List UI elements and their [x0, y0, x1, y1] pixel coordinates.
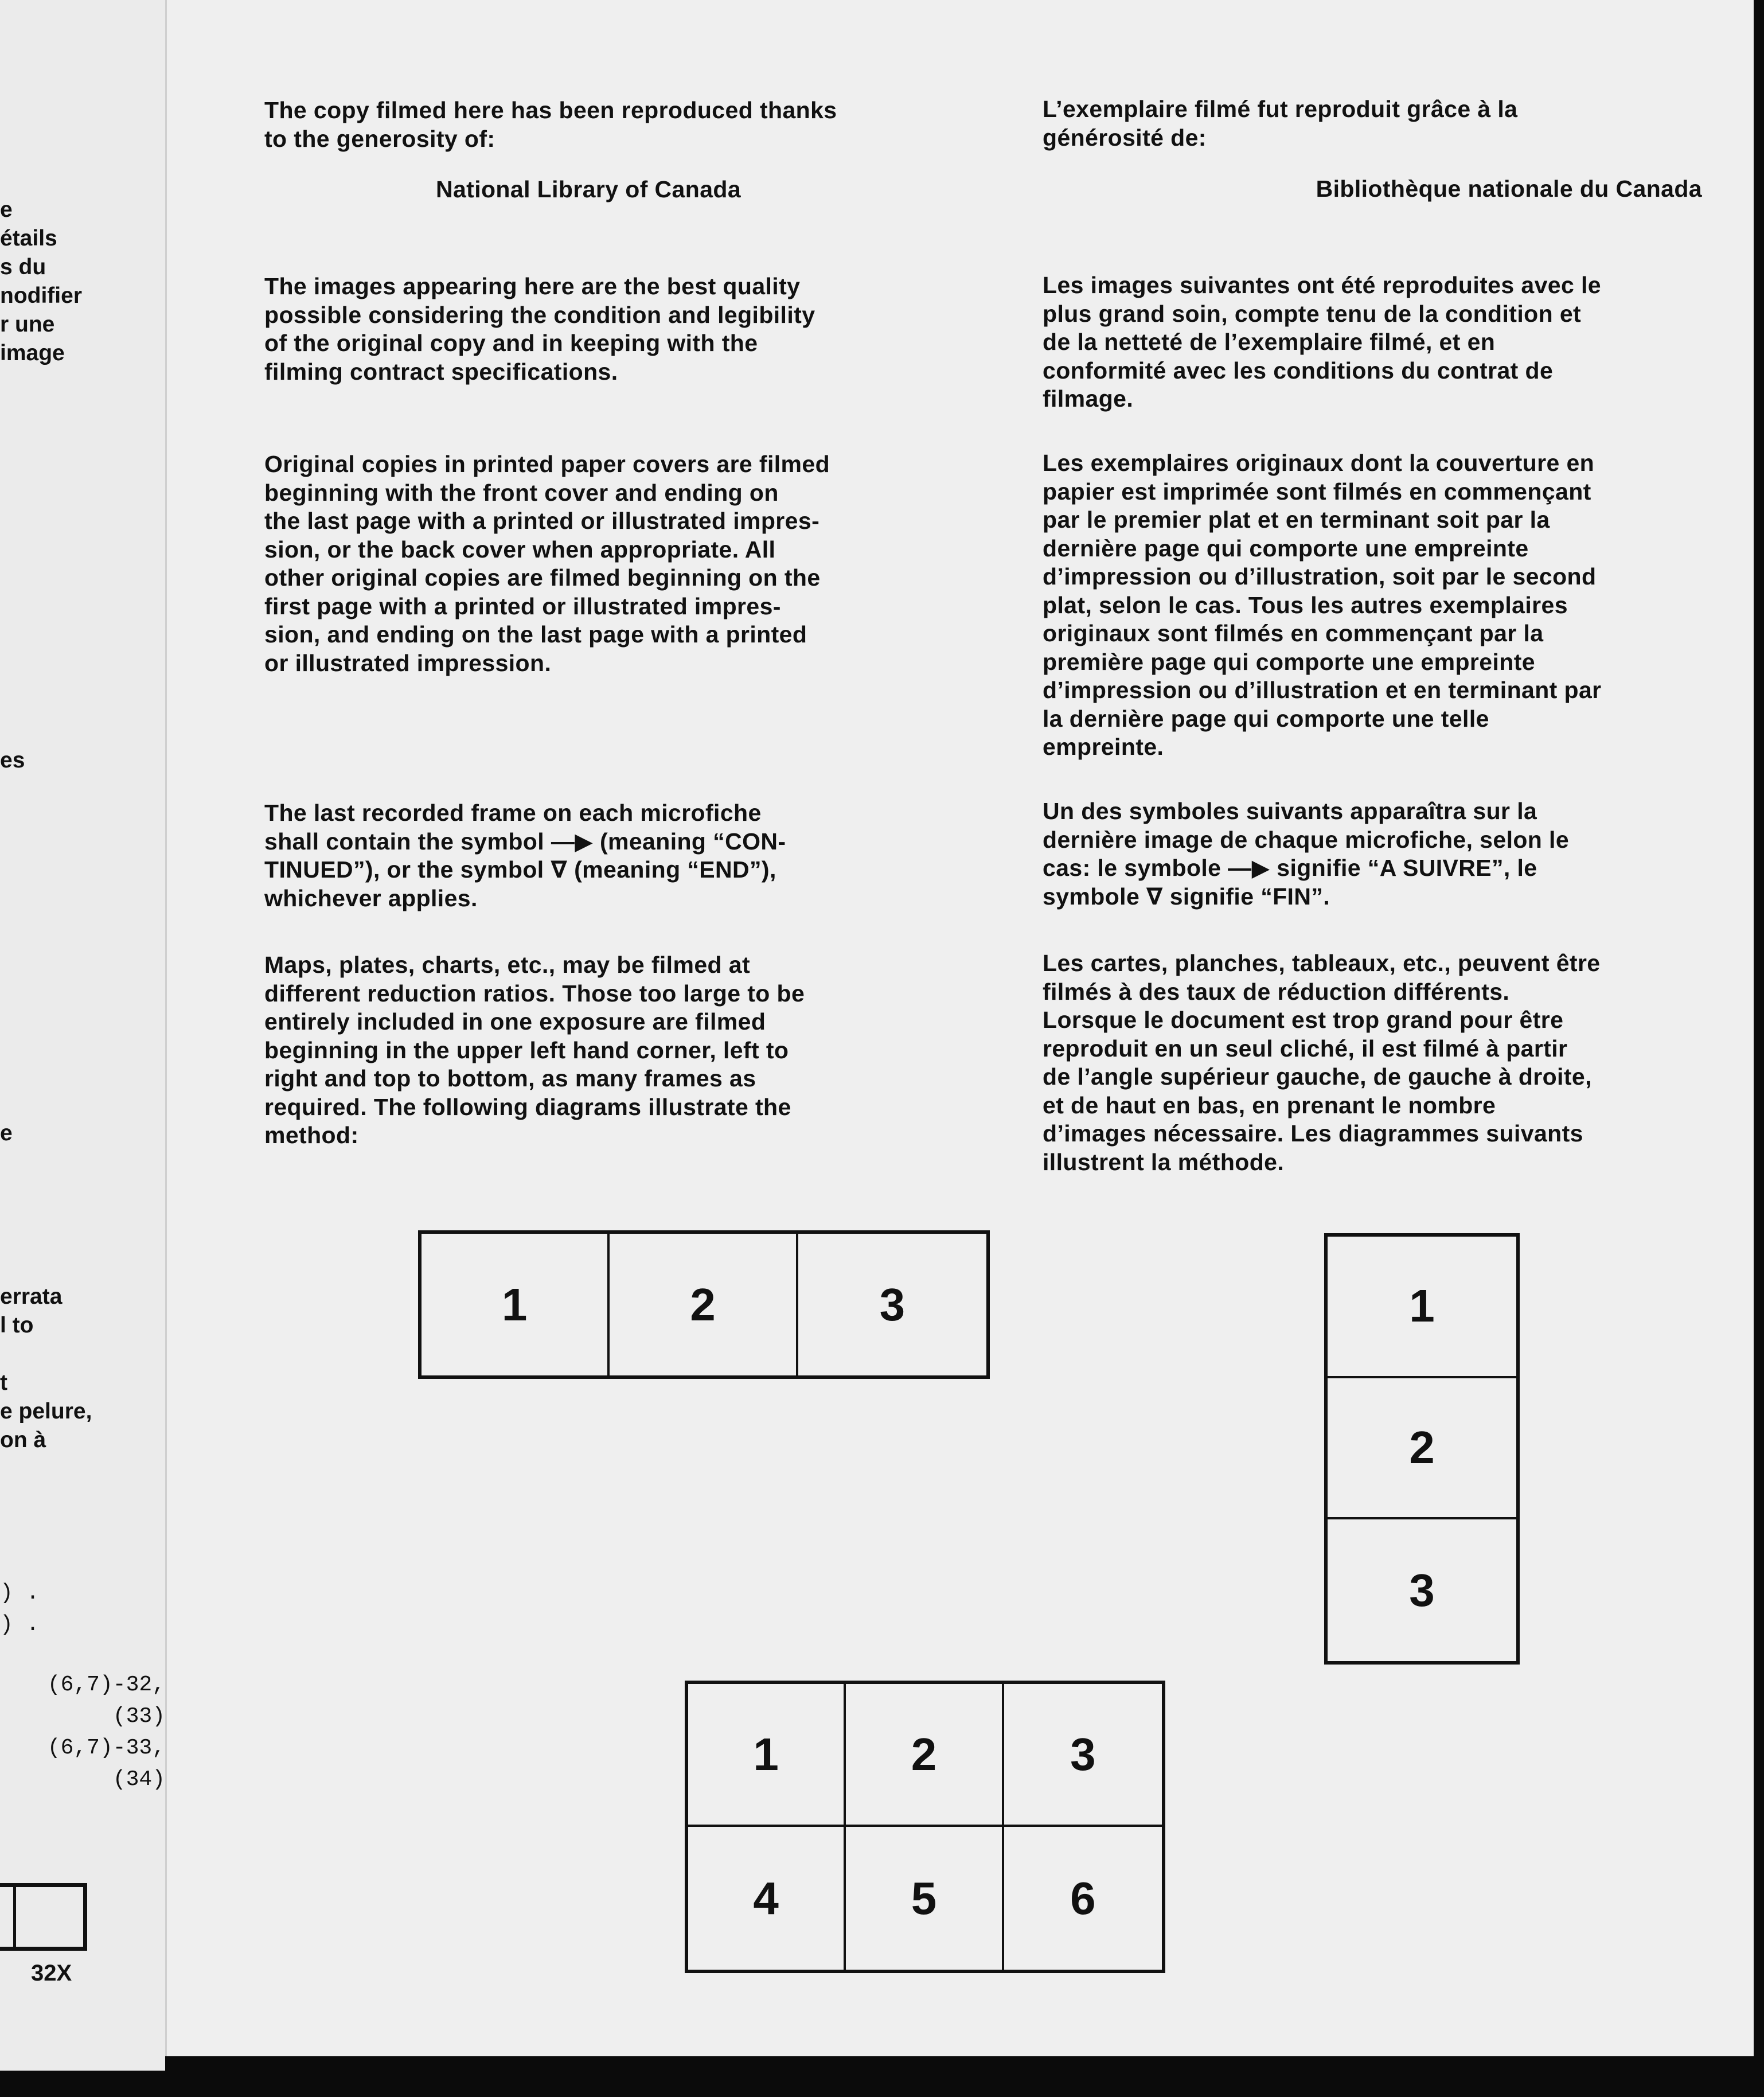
maps-fr: Les cartes, planches, tableaux, etc., peuvent être filmés à des taux de réduction différents. Lorsque le document est trop grand pour être reproduit en un seul cliché, il est filmé à partir de l’angle supérieur gauche, de gauche à droite, et de haut en bas, en prenant le nombre d’images nécessaire. Les diagrammes suivants illustrent la méthode. — [1043, 950, 1601, 1175]
frame-cell: 1 — [688, 1684, 846, 1827]
fragment-code: (33) — [112, 1704, 165, 1729]
reduction-label: 32X — [31, 1960, 72, 1986]
fragment-text: errata — [0, 1284, 63, 1309]
last-frame-en: The last recorded frame on each microfiche shall contain the symbol —▶ (meaning “CON- TINUED”), or the symbol ∇ (meaning “END”), whichever applies. — [264, 800, 786, 911]
fragment-text: e — [0, 1121, 13, 1145]
frame-cell: 6 — [1070, 1872, 1096, 1924]
adjacent-page-fragment — [0, 0, 165, 2071]
fragment-code: ) . — [0, 1612, 40, 1637]
box-divider — [13, 1887, 16, 1947]
frame-cell: 3 — [1409, 1564, 1435, 1616]
institution-fr: Bibliothèque nationale du Canada — [1316, 176, 1702, 202]
images-quality-fr: Les images suivantes ont été reproduites avec le plus grand soin, compte tenu de la condition et de la netteté de l’exemplaire filmé, et en conformité avec les conditions du contrat de filmage. — [1043, 272, 1601, 412]
fragment-code: (6,7)-32, — [47, 1673, 165, 1697]
frame-cell: 1 — [1328, 1237, 1516, 1378]
fragment-text: es — [0, 748, 25, 773]
fragment-text: e pelure, — [0, 1399, 92, 1424]
fragment-text: t — [0, 1370, 7, 1395]
diagram-vertical-frames — [1324, 1233, 1520, 1665]
frame-cell: 2 — [610, 1234, 798, 1375]
frame-cell: 2 — [846, 1684, 1004, 1827]
credit-line-en: The copy filmed here has been reproduced thanks to the generosity of: — [264, 97, 837, 152]
frame-cell: 4 — [688, 1827, 846, 1970]
images-quality-en: The images appearing here are the best quality possible considering the condition and legibility of the original copy and in keeping with the filming contract specifications. — [264, 273, 815, 385]
fragment-text: l to — [0, 1313, 34, 1338]
fragment-text: s du — [0, 255, 46, 279]
maps-en: Maps, plates, charts, etc., may be filmed at different reduction ratios. Those too large to be entirely included in one exposure are filmed beginning in the upper left hand corner, left to right and top to bottom, as many frames as required. The following diagrams illustrate the method: — [264, 952, 805, 1148]
last-frame-fr: Un des symboles suivants apparaîtra sur la dernière image de chaque microfiche, selon le cas: le symbole —▶ signifie “A SUIVRE”, le symbole ∇ signifie “FIN”. — [1043, 798, 1570, 910]
frame-cell: 3 — [879, 1279, 906, 1330]
diagram-horizontal-frames — [418, 1230, 990, 1379]
resolution-target-box — [0, 1883, 87, 1951]
original-copies-fr: Les exemplaires originaux dont la couverture en papier est imprimée sont filmés en commençant par le premier plat et en terminant soit par la dernière page qui comporte une empreinte d’impression ou d’illustration, soit par le second plat, selon le cas. Tous les autres exemplaires originaux sont filmés en commençant par la première page qui comporte une empreinte d’impression ou d’illustration et en terminant par la dernière page qui comporte une telle empreinte. — [1043, 450, 1602, 760]
original-copies-en: Original copies in printed paper covers are filmed beginning with the front cover and ending on the last page with a printed or illustrated impres- sion, or the back cover when appropriate. All other original copies are filmed beginning on the first page with a printed or illustrated impres- sion, and ending on the last page with a printed or illustrated impression. — [264, 451, 830, 676]
institution-en: National Library of Canada — [435, 176, 741, 202]
diagram-grid-frames — [685, 1681, 1165, 1973]
fragment-text: r une — [0, 312, 55, 337]
frame-cell: 5 — [846, 1827, 1004, 1970]
fragment-text: image — [0, 341, 65, 365]
microfiche-notice-page — [165, 0, 1754, 2056]
fragment-code: (34) — [112, 1767, 165, 1792]
frame-cell: 2 — [1328, 1378, 1516, 1520]
frame-cell: 3 — [1004, 1684, 1162, 1827]
fragment-code: (6,7)-33, — [47, 1736, 165, 1760]
fragment-text: on à — [0, 1428, 46, 1452]
fragment-text: étails — [0, 226, 57, 251]
frame-cell: 1 — [422, 1234, 610, 1375]
fragment-code: ) . — [0, 1581, 40, 1605]
credit-line-fr: L’exemplaire filmé fut reproduit grâce à la générosité de: — [1043, 96, 1518, 151]
fragment-text: nodifier — [0, 283, 82, 308]
fragment-text: e — [0, 197, 13, 222]
